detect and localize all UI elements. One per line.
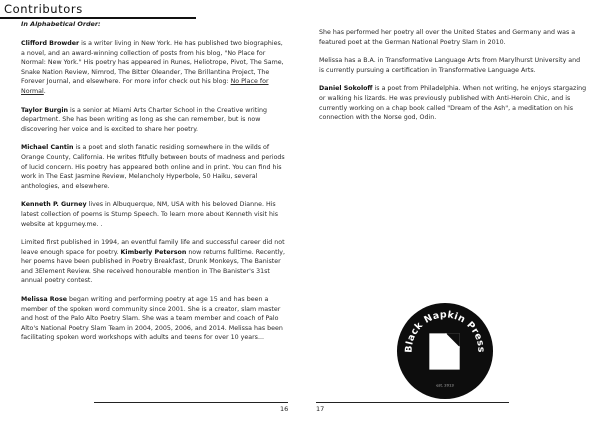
page-subtitle: In Alphabetical Order:: [21, 19, 101, 28]
bio-name: Michael Cantin: [21, 144, 74, 152]
bio-text: is a senior at Miami Arts Charter School in the Creative writing department. She has been writing as long as she can remember, but is now discovering her voice and is excited to share her poetry.: [21, 106, 267, 133]
bio-melissa-rose: [21, 295, 286, 343]
bio-daniel-sokoloff: [319, 84, 587, 122]
bio-name: Clifford Browder: [21, 40, 80, 47]
page-number-right: 17: [316, 405, 325, 413]
bio-text-end: .: [43, 87, 46, 95]
bio-text: lives in Albuquerque, NM, USA with his beloved Dianne. His latest collection of poems is Stump Speech. To learn more about Kenneth visit his website at kpgurney.me. .: [21, 201, 279, 228]
bio-name: Taylor Burgin: [21, 106, 68, 114]
bio-name: Daniel Sokoloff: [319, 85, 373, 93]
seal-text: Black Napkin Press: [403, 309, 487, 354]
footer-rule-right: [316, 402, 509, 403]
napkin-icon: [429, 333, 459, 369]
left-column: [21, 39, 286, 352]
bio-clifford-browder: [21, 39, 286, 97]
footer-rule-left: [94, 402, 288, 403]
black-napkin-press-logo: [396, 302, 494, 400]
bio-taylor-burgin: [21, 106, 286, 135]
bio-text: now returns fulltime. Recently, her poems have been published in Poetry Breakfast, Drunk Monkeys, The Banister and 3Element Review. She received honourable mention in The Banister's 31st annual poetry contest.: [21, 248, 286, 285]
right-column: [319, 28, 587, 132]
bio-michael-cantin: [21, 143, 286, 191]
bio-name: Kenneth P. Gurney: [21, 201, 87, 209]
bio-lead: Limited first published in 1994, an eventful family life and successful career did not leave enough space for poetry.: [21, 239, 285, 256]
seal-est: est. 2013: [436, 383, 454, 388]
page-number-left: 16: [280, 405, 289, 413]
bio-name: Melissa Rose: [21, 296, 67, 304]
bio-text: is a poet from Philadelphia. When not writing, he enjoys stargazing or walking his lizards. He was previously published with Anti-Heroin Chic, and is currently working on a chap book called "Dream of the Ash", a meditation on his connection with the Norse god, Odin.: [319, 85, 587, 122]
bio-text: is a poet and sloth fanatic residing somewhere in the wilds of Orange County, California. He writes fitfully between bouts of madness and periods of lucid concern. His poetry has appeared both online and in print. You can find his work in The East Jasmine Review, Melancholy Hyperbole, 50 Haiku, several anthologies, and elsewhere.: [21, 144, 285, 190]
bio-text: is a writer living in New York. He has published two biographies, a novel, and an award-winning collection of posts from his blog, "No Place for Normal: New York." His poetry has appeared in Runes, Heliotrope, Pivot, The Same, Snake Nation Review, Nimrod, The Bitter Oleander, The Brillantina Project, The Forever Journal, and elsewhere. For more infor check out his blog:: [21, 40, 284, 86]
title-rule: [0, 17, 196, 19]
bio-kimberly-peterson: [21, 238, 286, 286]
bio-melissa-rose-continued: She has performed her poetry all over the United States and Germany and was a featured poet at the German National Poetry Slam in 2010.: [319, 29, 576, 46]
bio-name: Kimberly Peterson: [120, 248, 187, 256]
bio-kenneth-gurney: [21, 200, 286, 229]
blog-link[interactable]: No Place for Normal: [21, 78, 269, 95]
bio-text: began writing and performing poetry at age 15 and has been a member of the spoken word community since 2001. She is a creator, slam master and host of the Palo Alto Poetry Slam. She was a team member and coach of Palo Alto's National Poetry Slam Team in 2004, 2005, 2006, and 2014. Melissa has been facilitating spoken word workshops with adults and teens for over 10 years...: [21, 296, 283, 342]
page-title: Contributors: [4, 2, 83, 16]
bio-melissa-rose-education: Melissa has a B.A. in Transformative Language Arts from Marylhurst University and is currently pursuing a certification in Transformative Language Arts.: [319, 57, 581, 74]
